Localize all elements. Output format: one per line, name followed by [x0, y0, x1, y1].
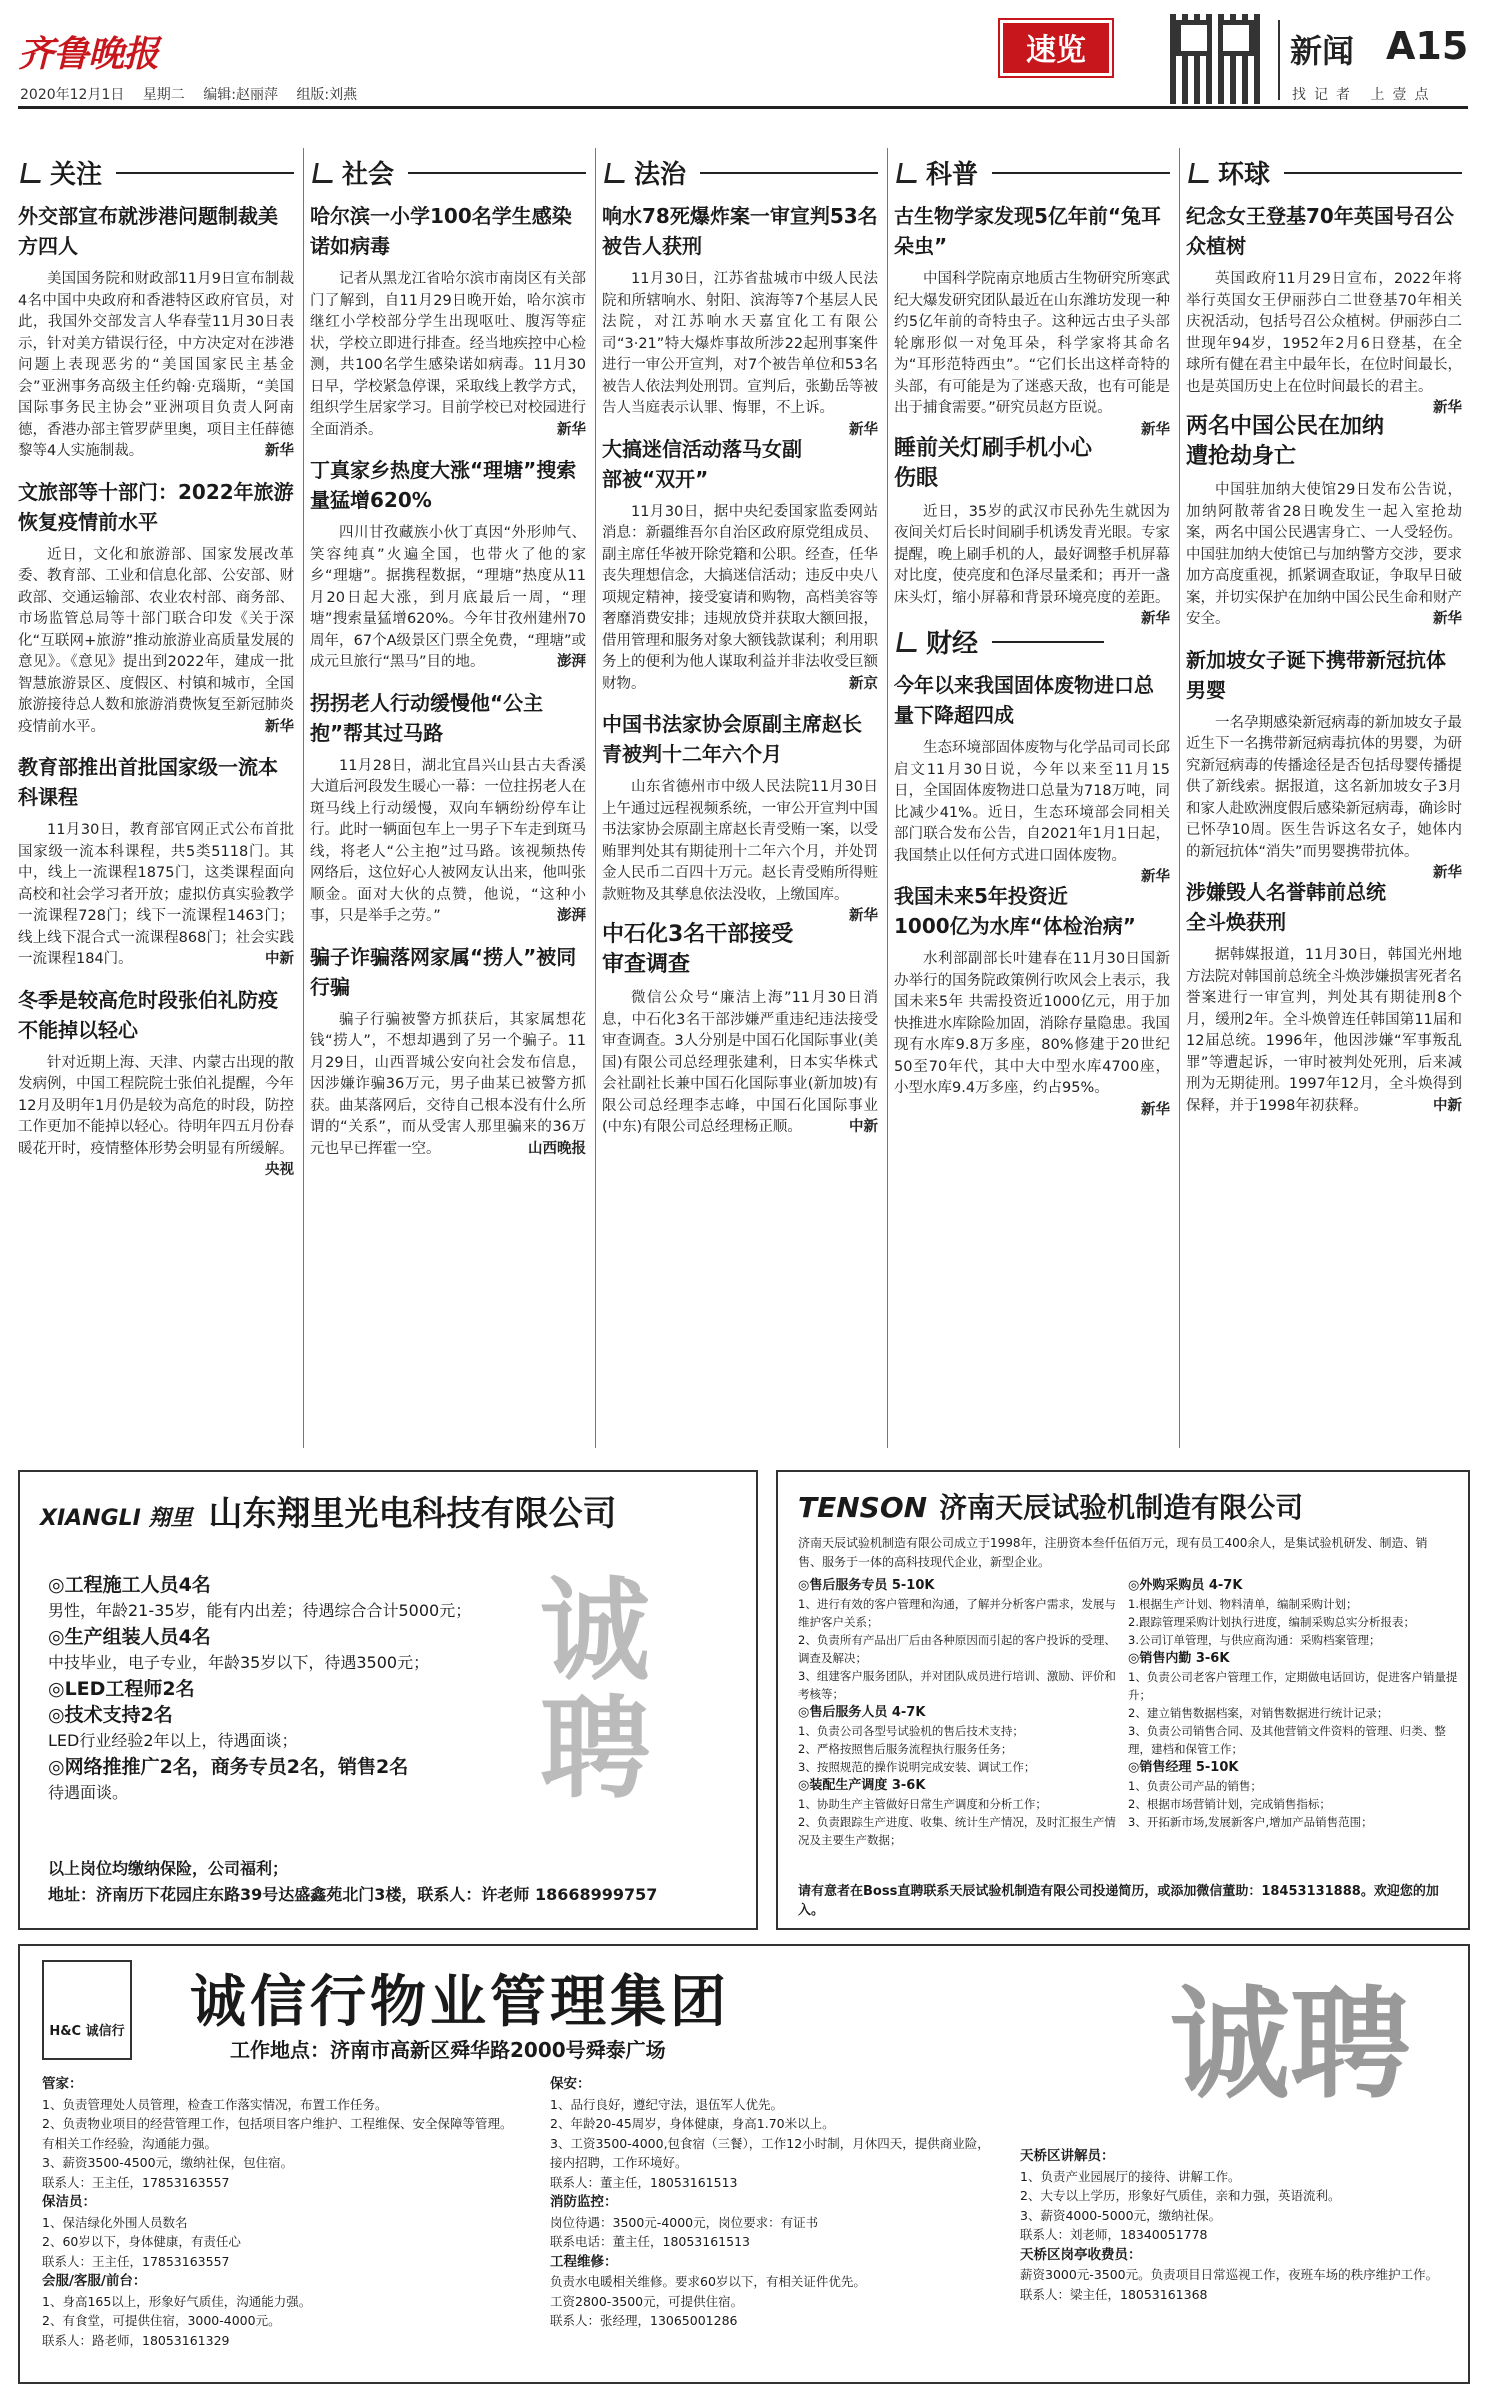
article-body	[894, 949, 1170, 1118]
article-headline: 骗子诈骗落网家属“捞人”被同行骗	[310, 944, 577, 999]
job-line: 1、进行有效的客户管理和沟通，了解并分析客户需求，发展与维护客户关系；	[798, 1597, 1116, 1629]
article	[894, 881, 1170, 1118]
job-line: 1、负责公司老客户管理工作，定期做电话回访，促进客户销量提升；	[1128, 1670, 1458, 1702]
job-line: 3、薪资4000-5000元，缴纳社保。	[1020, 2207, 1222, 2223]
job-heading: 会服/客服/前台：	[42, 2273, 147, 2289]
company-intro: 济南天辰试验机制造有限公司成立于1998年，注册资本叁仟伍佰万元，现有员工400余人，是集试验机研发、制造、销售、服务于一体的高科技现代企业，新型企业。	[798, 1536, 1428, 1569]
article	[18, 985, 294, 1178]
job-line: 2、60岁以下，身体健康，有责任心	[42, 2234, 241, 2249]
job-title: ◎生产组装人员4名	[48, 1626, 211, 1648]
article-source: 新华	[1433, 865, 1462, 881]
article-source: 新华	[557, 421, 586, 438]
article-body	[1186, 945, 1462, 1117]
job-detail: 中技毕业，电子专业，年龄35岁以下，待遇3500元；	[48, 1653, 430, 1672]
article-headline: 中国书法家协会原副主席赵长青被判十二年六个月	[602, 712, 862, 766]
article-headline: 纪念女王登基70年英国号召公众植树	[1186, 204, 1454, 258]
job-list-left	[798, 1576, 1118, 1849]
article-headline: 新加坡女子诞下携带新冠抗体男婴	[1186, 647, 1446, 702]
dateline	[20, 84, 371, 104]
article-headline: 文旅部等十部门：2022年旅游恢复疫情前水平	[18, 479, 294, 534]
column-tag-label: 财经	[926, 629, 979, 659]
article-text: 微信公众号“廉洁上海”11月30日消息，中石化3名干部涉嫌严重违纪违法接受审查调查。3人分别是中国石化国际事业(美国)有限公司总经理张建利，日本实华株式会社副社长兼中国石化国际事业(新加坡)有限公司总经理李志峰，中国石化国际事业(中东)有限公司总经理杨正顺。	[602, 990, 878, 1135]
article-headline: 睡前关灯刷手机小心伤眼	[894, 435, 1093, 491]
apply-instructions: 请有意者在Boss直聘联系天辰试验机制造有限公司投递简历，或添加微信董助：18453131888。欢迎您的加入。	[798, 1884, 1439, 1918]
job-line: 1、协助生产主管做好日常生产调度和分析工作；	[798, 1797, 1047, 1811]
article-headline: 教育部推出首批国家级一流本科课程	[18, 755, 278, 809]
article-text: 美国国务院和财政部11月9日宣布制裁4名中国中央政府和香港特区政府官员，对此，我国外交部发言人华春莹11月30日表示，针对美方错误行径，中方决定对在涉港问题上表现恶劣的“美国国家民主基金会”亚洲事务高级主任约翰·克瑙斯，“美国国际事务民主协会”亚洲项目负责人阿南德，香港办部主管罗萨里奥，项目主任薛德黎等4人实施制裁。	[18, 271, 294, 459]
column-tag	[22, 154, 294, 191]
article-text: 针对近期上海、天津、内蒙古出现的散发病例，中国工程院院士张伯礼提醒，今年12月及明年1月仍是较为高危的时段，防控工作更加不能掉以轻心。待明年四五月份春暖花开时，疫情整体形势会明显有所缓解。	[18, 1054, 294, 1157]
article-body	[602, 777, 878, 924]
job-title: ◎LED工程师2名	[48, 1678, 195, 1700]
job-line: 3、工资3500-4000,包食宿（三餐），工作12小时制，月休四天，提供商业险，接内招聘，工作环境好。	[550, 2135, 990, 2170]
issue-date: 2020年12月1日	[20, 87, 125, 103]
article	[894, 670, 1170, 885]
tag-rule	[116, 172, 294, 174]
article-body	[18, 1053, 294, 1178]
tag-rule	[992, 641, 1104, 643]
tag-rule	[992, 172, 1170, 174]
article	[310, 942, 586, 1161]
job-line: 2.跟踪管理采购计划执行进度，编制采购总实分析报表；	[1128, 1615, 1415, 1629]
job-line: 2、建立销售数据档案，对销售数据进行统计记录；	[1128, 1706, 1389, 1720]
job-line: 1.根据生产计划、物料清单，编制采购计划；	[1128, 1597, 1358, 1611]
job-line: 2、严格按照售后服务流程执行服务任务；	[798, 1742, 1013, 1756]
job-line: 2、年龄20-45周岁，身体健康，身高1.70米以上。	[550, 2116, 835, 2131]
article-source: 澎湃	[557, 908, 586, 924]
job-line: 联系人：王主任，17853163557	[42, 2174, 230, 2190]
job-line: 3.公司订单管理，与供应商沟通：采购档案管理；	[1128, 1633, 1381, 1647]
article-source: 中新	[265, 951, 294, 967]
job-list-right	[1128, 1576, 1458, 1831]
article	[602, 920, 878, 1139]
column-tag	[1190, 154, 1462, 191]
job-line: 1、负责产业园展厅的接待、讲解工作。	[1020, 2168, 1241, 2184]
article	[1186, 201, 1462, 416]
article-headline: 中石化3名干部接受审查调查	[602, 922, 794, 977]
article-source: 新华	[1141, 1101, 1170, 1118]
tag-rule	[408, 172, 586, 174]
job-line: 联系人：张经理，13065001286	[550, 2313, 738, 2328]
article	[602, 201, 878, 438]
job-heading: ◎外购采购员 4-7K	[1128, 1578, 1243, 1593]
article-source: 中新	[1433, 1097, 1462, 1114]
column-huanqiu	[1186, 148, 1462, 1448]
editor-credit: 编辑:赵丽萍	[203, 87, 278, 103]
article-body	[894, 502, 1170, 627]
article-body	[18, 269, 294, 463]
company-name: 济南天辰试验机制造有限公司	[939, 1491, 1304, 1524]
article-body	[894, 269, 1170, 438]
column-tag	[314, 154, 586, 191]
article-source: 澎湃	[557, 654, 586, 670]
job-heading: 保洁员：	[42, 2194, 96, 2210]
column-tag-label: 科普	[926, 160, 979, 190]
job-line: 薪资3000元-3500元。负责项目日常巡视工作，夜班车场的秩序维护工作。	[1020, 2267, 1439, 2282]
article-body	[1186, 480, 1462, 631]
article-headline: 我国未来5年投资近1000亿为水库“体检治病”	[894, 884, 1136, 938]
hiring-stamp: 诚聘	[540, 1566, 650, 1813]
article	[1186, 877, 1462, 1117]
job-line: 2、负责跟踪生产进度、收集、统计生产情况，及时汇报生产情况及主要生产数据；	[798, 1815, 1116, 1847]
article	[894, 434, 1170, 627]
job-detail: 男性，年龄21-35岁，能有内出差；待遇综合合计5000元；	[48, 1601, 472, 1620]
company-logo: H&C 诚信行	[42, 1960, 132, 2060]
job-detail: LED行业经验2年以上，待遇面谈；	[48, 1731, 298, 1750]
article-source: 新京	[849, 675, 878, 692]
job-line: 联系电话：董主任，18053161513	[550, 2234, 750, 2249]
article-headline: 哈尔滨一小学100名学生感染诺如病毒	[310, 204, 572, 258]
article-text: 近日，文化和旅游部、国家发展改革委、教育部、工业和信息化部、公安部、财政部、交通运输部、农业农村部、商务部、市场监管总局等十部门联合印发《关于深化“互联网+旅游”推动旅游业高质量发展的意见》。《意见》提出到2022年，建成一批智慧旅游景区、度假区、村镇和城市，全国旅游接待总人数和旅游消费恢复至新冠肺炎疫情前水平。	[18, 546, 294, 735]
page-number: A15	[1386, 24, 1469, 68]
article-headline: 拐拐老人行动缓慢他“公主抱”帮其过马路	[310, 690, 544, 745]
article-text: 11月30日，据中央纪委国家监委网站消息：新疆维吾尔自治区政府原党组成员、副主席任华被开除党籍和公职。经查，任华丧失理想信念，大搞迷信活动；违反中央八项规定精神，接受宴请和购物，高档美容等奢靡消费安排；违规放贷并获取大额回报，借用管理和服务对象大额钱款谋利；利用职务上的便利为他人谋取利益并非法收受巨额财物。	[602, 503, 878, 692]
article-body	[310, 269, 586, 441]
article-body	[602, 269, 878, 438]
tag-rule	[700, 172, 878, 174]
job-line: 1、品行良好，遵纪守法，退伍军人优先。	[550, 2096, 783, 2112]
tag-rule	[1284, 172, 1462, 174]
job-heading: 管家：	[42, 2076, 83, 2092]
article	[310, 455, 586, 674]
article-source: 山西晚报	[528, 1140, 586, 1157]
article-source: 新华	[1433, 400, 1462, 416]
job-line: 2、负责物业项目的经营管理工作，包括项目客户维护、工程维保、安全保障等管理。有相关工作经验，沟通能力强。	[42, 2116, 513, 2151]
article-headline: 外交部宣布就涉港问题制裁美方四人	[18, 204, 278, 258]
article	[18, 477, 294, 739]
divider	[1278, 20, 1280, 100]
section-badge: 速览	[1000, 20, 1112, 76]
ad-tenson	[776, 1470, 1470, 1930]
job-line: 联系人：刘老师，18340051778	[1020, 2227, 1208, 2242]
article-body	[602, 988, 878, 1139]
job-line: 1、保洁绿化外围人员数名	[42, 2214, 188, 2230]
article-body	[18, 820, 294, 971]
article-text: 11月30日，教育部官网正式公布首批国家级一流本科课程，共5类5118门。其中，线上一流课程1875门，这类课程面向高校和社会学习者开放；虚拟仿真实验教学一流课程728门；线下一流课程1463门；线上线下混合式一流课程868门；社会实践一流课程184门。	[18, 822, 294, 967]
article-text: 水利部副部长叶建春在11月30日国新办举行的国务院政策例行吹风会上表示，我国未来5年 共需投资近1000亿元，用于加快推进水库除险加固，消除存量隐患。我国现有水库9.8万多座，80%修建于20世纪50至70年代，其中大中型水库4700座，小型水库9.4万多座，约占95%。	[894, 951, 1170, 1096]
article-source: 新华	[849, 908, 878, 924]
article-source: 新华	[265, 443, 294, 459]
article-body	[1186, 269, 1462, 416]
arrow-icon	[20, 163, 44, 183]
arrow-icon	[1188, 163, 1212, 183]
recruitment-ads-row	[18, 1470, 1470, 1930]
job-line: 岗位待遇：3500元-4000元，岗位要求：有证书	[550, 2214, 819, 2230]
job-heading: 天桥区岗亭收费员：	[1020, 2246, 1142, 2263]
article-headline: 今年以来我国固体废物进口总量下降超四成	[894, 673, 1154, 727]
ad-xiangli	[18, 1470, 758, 1930]
job-line: 3、组建客户服务团队，并对团队成员进行培训、激励、评价和考核等；	[798, 1669, 1116, 1701]
masthead	[0, 0, 1488, 130]
article-text: 近日，35岁的武汉市民孙先生就因为夜间关灯后长时间刷手机诱发青光眼。专家提醒，晚上刷手机的人，最好调整手机屏幕对比度，使亮度和色泽尽量柔和；再开一盏床头灯，缩小屏幕和背景环境亮度的差距。	[894, 503, 1170, 606]
job-heading: 消防监控：	[550, 2194, 618, 2210]
job-list	[48, 1572, 548, 1806]
jobs-col-2	[550, 2074, 990, 2331]
job-line: 1、负责管理处人员管理，检查工作落实情况，布置工作任务。	[42, 2096, 388, 2112]
column-guanzhu	[18, 148, 294, 1448]
job-title: ◎技术支持2名	[48, 1704, 173, 1726]
article-source: 新华	[849, 421, 878, 438]
article-text: 一名孕期感染新冠病毒的新加坡女子最近生下一名携带新冠病毒抗体的男婴，为研究新冠病毒的传播途径是否包括母婴传播提供了新线索。据报道，这名新加坡女子3月和家人赴欧洲度假后感染新冠病毒，确诊时已怀孕10周。医生告诉这名女子，她体内的新冠抗体“消失”而男婴携带抗体。	[1186, 714, 1462, 860]
article-text: 11月30日，江苏省盐城市中级人民法院和所辖响水、射阳、滨海等7个基层人民法院，对江苏响水天嘉宜化工有限公司“3·21”特大爆炸事故所涉22起刑事案件进行一审公开宣判，对7个被告单位和53名被告人依法判处刑罚。宣判后，张勤岳等被告人当庭表示认罪、悔罪，不上诉。	[602, 271, 878, 416]
article-source: 新华	[1141, 611, 1170, 627]
job-line: 1、负责公司产品的销售；	[1128, 1779, 1262, 1793]
column-shehui	[310, 148, 586, 1448]
job-line: 2、根据市场营销计划，完成销售指标；	[1128, 1797, 1331, 1811]
article	[602, 434, 878, 696]
job-line: 联系人：董主任，18053161513	[550, 2174, 738, 2190]
section-name: 新闻	[1290, 32, 1355, 70]
company-name: 山东翔里光电科技有限公司	[208, 1494, 617, 1534]
column-tag-label: 关注	[50, 160, 103, 190]
article-text: 中国科学院南京地质古生物研究所寒武纪大爆发研究团队最近在山东潍坊发现一种约5亿年前的奇特虫子。这种远古虫子头部轮廓形似一对兔耳朵，科学家将其命名为“耳形范特西虫”。“它们长出这样奇特的头部，有可能是为了迷惑天敌，也有可能是出于捕食需要。”研究员赵方臣说。	[894, 271, 1170, 416]
job-line: 联系人：梁主任，18053161368	[1020, 2286, 1208, 2302]
article-text: 11月28日，湖北宜昌兴山县古夫香溪大道后河段发生暖心一幕：一位拄拐老人在斑马线上行动缓慢，双向车辆纷纷停车让行。此时一辆面包车上一男子下车走到斑马线，将老人“公主抱”过马路。该视频热传网络后，这位好心人被网友认出来，他叫张顺金。面对大伙的点赞，他说，“这种小事，只是举手之劳。”	[310, 757, 586, 924]
ad-chengxinhang	[18, 1944, 1470, 2384]
column-tag-label: 社会	[342, 160, 395, 190]
arrow-icon	[896, 163, 920, 183]
article-text: 山东省德州市中级人民法院11月30日上午通过远程视频系统，一审公开宣判中国书法家协会原副主席赵长青受贿一案，以受贿罪判处其有期徒刑十二年六个月，并处罚金人民币二百四十万元。赵长青受贿所得赃款赃物及其孳息依法没收，上缴国库。	[602, 779, 878, 903]
article-body	[18, 545, 294, 739]
job-line: 工资2800-3500元，可提供住宿。	[550, 2293, 744, 2309]
job-line: 1、身高165以上，形象好气质佳，沟通能力强。	[42, 2293, 312, 2309]
welfare-note: 以上岗位均缴纳保险，公司福利；	[48, 1859, 289, 1878]
ad-xiangli-title	[40, 1486, 617, 1535]
job-heading: ◎销售经理 5-10K	[1128, 1760, 1239, 1775]
ad-xiangli-footer	[48, 1856, 748, 1908]
reporter-slogan: 找记者 上壹点	[1292, 87, 1437, 103]
jobs-col-1	[42, 2074, 522, 2350]
column-kepu	[894, 148, 1170, 1448]
article-source: 央视	[265, 1162, 294, 1178]
job-title: ◎工程施工人员4名	[48, 1574, 211, 1596]
job-heading: 工程维修：	[550, 2253, 618, 2270]
jobs-col-3	[1020, 2146, 1460, 2304]
brand-logo: XIANGLI 翔里	[40, 1506, 193, 1531]
article-text: 据韩媒报道，11月30日，韩国光州地方法院对韩国前总统全斗焕涉嫌损害死者名誉案进行一审宣判，判处其有期徒刑8个月，缓刑2年。全斗焕曾连任韩国第11届和12届总统。1996年，他因涉嫌“军事叛乱罪”等遭起诉，一审时被判处死刑，后来减刑为无期徒刑。1997年12月，全斗焕得到保释，并于1998年初获释。	[1186, 947, 1462, 1114]
article-headline: 大搞迷信活动落马女副部被“双开”	[602, 436, 802, 491]
article	[1186, 645, 1462, 881]
brand-logo: TENSON	[798, 1491, 928, 1524]
job-line: 2、有食堂，可提供住宿，3000-4000元。	[42, 2313, 281, 2328]
article-text: 记者从黑龙江省哈尔滨市南岗区有关部门了解到，自11月29日晚开始，哈尔滨市继红小学校部分学生出现呕吐、腹泻等症状，学校立即进行排查。经当地疾控中心检测，共100名学生感染诺如病毒。11月30日早，学校紧急停课，采取线上教学方式，组织学生居家学习。目前学校已对校园进行全面消杀。	[310, 271, 586, 438]
article-text: 四川甘孜藏族小伙丁真因“外形帅气、笑容纯真”火遍全国，也带火了他的家乡“理塘”。据携程数据，“理塘”热度从11月20日起大涨，到月底最后一周，“理塘”搜索量猛增620%。今年甘孜州建州70周年，67个A级景区门票全免费，“理塘”或成元旦旅行“黑马”目的地。	[310, 525, 586, 670]
job-heading: 保安：	[550, 2076, 591, 2092]
article	[1186, 412, 1462, 631]
article-headline: 响水78死爆炸案一审宣判53名被告人获刑	[602, 204, 878, 258]
header-rule	[18, 106, 1468, 109]
article	[310, 201, 586, 441]
article-headline: 涉嫌毁人名誉韩前总统全斗焕获刑	[1186, 880, 1386, 934]
article-body	[310, 756, 586, 928]
layout-credit: 组版:刘燕	[296, 87, 358, 103]
article-body	[310, 1010, 586, 1161]
job-heading: ◎装配生产调度 3-6K	[798, 1778, 926, 1793]
arrow-icon	[604, 163, 628, 183]
article-body	[602, 502, 878, 696]
article-headline: 古生物学家发现5亿年前“兔耳朵虫”	[894, 204, 1162, 258]
article-source: 新华	[1141, 869, 1170, 885]
article-body	[1186, 713, 1462, 881]
news-columns	[18, 148, 1470, 1456]
column-tag-label: 环球	[1218, 160, 1271, 190]
newspaper-logo: 齐鲁晚报	[18, 33, 159, 75]
article-headline: 冬季是较高危时段张伯礼防疫不能掉以轻心	[18, 987, 278, 1042]
article-text: 骗子行骗被警方抓获后，其家属想花钱“捞人”，不想却遇到了另一个骗子。11月29日，山西晋城公安向社会发布信息，因涉嫌诈骗36万元，男子曲某已被警方抓获。曲某落网后，交待自己根本没有什么所谓的“关系”，而从受害人那里骗来的36万元也早已挥霍一空。	[310, 1011, 586, 1157]
job-heading: ◎销售内勤 3-6K	[1128, 1651, 1230, 1666]
job-line: 3、按照规范的操作说明完成安装、调试工作；	[798, 1760, 1036, 1774]
job-title: ◎网络推推广2名，商务专员2名，销售2名	[48, 1756, 409, 1778]
column-fazhi	[602, 148, 878, 1448]
article-body	[310, 523, 586, 674]
column-tag	[898, 623, 1104, 660]
article	[18, 752, 294, 971]
column-tag	[606, 154, 878, 191]
work-location: 工作地点：济南市高新区舜华路2000号舜泰广场	[230, 2038, 666, 2062]
article	[310, 688, 586, 928]
job-heading: ◎售后服务人员 4-7K	[798, 1705, 926, 1720]
company-name: 诚信行物业管理集团	[190, 1970, 730, 2035]
job-line: 2、大专以上学历，形象好气质佳，亲和力强，英语流利。	[1020, 2188, 1341, 2203]
article-body	[894, 738, 1170, 885]
job-detail: 待遇面谈。	[48, 1783, 129, 1802]
article	[602, 709, 878, 924]
article-source: 新华	[1433, 611, 1462, 627]
job-line: 联系人：王主任，17853163557	[42, 2253, 230, 2269]
job-line: 1、负责公司各型号试验机的售后技术支持；	[798, 1724, 1024, 1738]
article-text: 英国政府11月29日宣布，2022年将举行英国女王伊丽莎白二世登基70年相关庆祝活动，包括号召公众植树。伊丽莎白二世现年94岁，1952年2月6日登基，在全球所有健在君主中最年长，在位时间最长，也是英国历史上在位时间最长的君主。	[1186, 271, 1462, 395]
job-line: 3、开拓新市场,发展新客户,增加产品销售范围；	[1128, 1815, 1373, 1829]
job-heading: 天桥区讲解员：	[1020, 2148, 1115, 2164]
column-tag	[898, 154, 1170, 191]
article-headline: 两名中国公民在加纳遭抢劫身亡	[1186, 414, 1385, 469]
article-text: 生态环境部固体废物与化学品司司长邱启文11月30日说，今年以来至11月15日，全国固体废物进口总量为718万吨，同比减少41%。近日，生态环境部会同相关部门联合发布公告，自2021年1月1日起，我国禁止以任何方式进口固体废物。	[894, 740, 1170, 864]
article-source: 新华	[265, 718, 294, 735]
column-tag-label: 法治	[634, 160, 687, 190]
article	[18, 201, 294, 463]
article	[894, 201, 1170, 438]
contact-address: 地址：济南历下花园庄东路39号达盛鑫苑北门3楼，联系人：许老师 18668999757	[48, 1885, 658, 1904]
job-line: 负责水电暖相关维修。要求60岁以下，有相关证件优先。	[550, 2274, 866, 2289]
article-source: 中新	[849, 1119, 878, 1135]
job-line: 联系人：路老师，18053161329	[42, 2332, 230, 2348]
issue-weekday: 星期二	[142, 87, 185, 103]
job-heading: ◎售后服务专员 5-10K	[798, 1578, 935, 1593]
job-line: 3、负责公司销售合同、及其他营销文件资料的管理、归类、整理，建档和保管工作；	[1128, 1724, 1446, 1756]
hiring-stamp: 诚聘	[1170, 1974, 1410, 2115]
ad-tenson-title	[798, 1486, 1303, 1526]
job-line: 2、负责所有产品出厂后由各种原因而引起的客户投诉的受理、调查及解决；	[798, 1633, 1116, 1665]
arrow-icon	[896, 632, 920, 652]
article-source: 新华	[1141, 421, 1170, 438]
job-line: 3、薪资3500-4500元，缴纳社保，包住宿。	[42, 2155, 294, 2170]
article-headline: 丁真家乡热度大涨“理塘”搜索量猛增620%	[310, 458, 577, 512]
article-text: 中国驻加纳大使馆29日发布公告说，加纳阿散蒂省28日晚发生一起入室抢劫案，两名中国公民遇害身亡、一人受轻伤。中国驻加纳大使馆已与加纳警方交涉，要求加方高度重视，抓紧调查取证，争取早日破案，并切实保护在加纳中国公民生命和财产安全。	[1186, 482, 1462, 627]
arrow-icon	[312, 163, 336, 183]
qr-code-icon	[1170, 14, 1260, 104]
